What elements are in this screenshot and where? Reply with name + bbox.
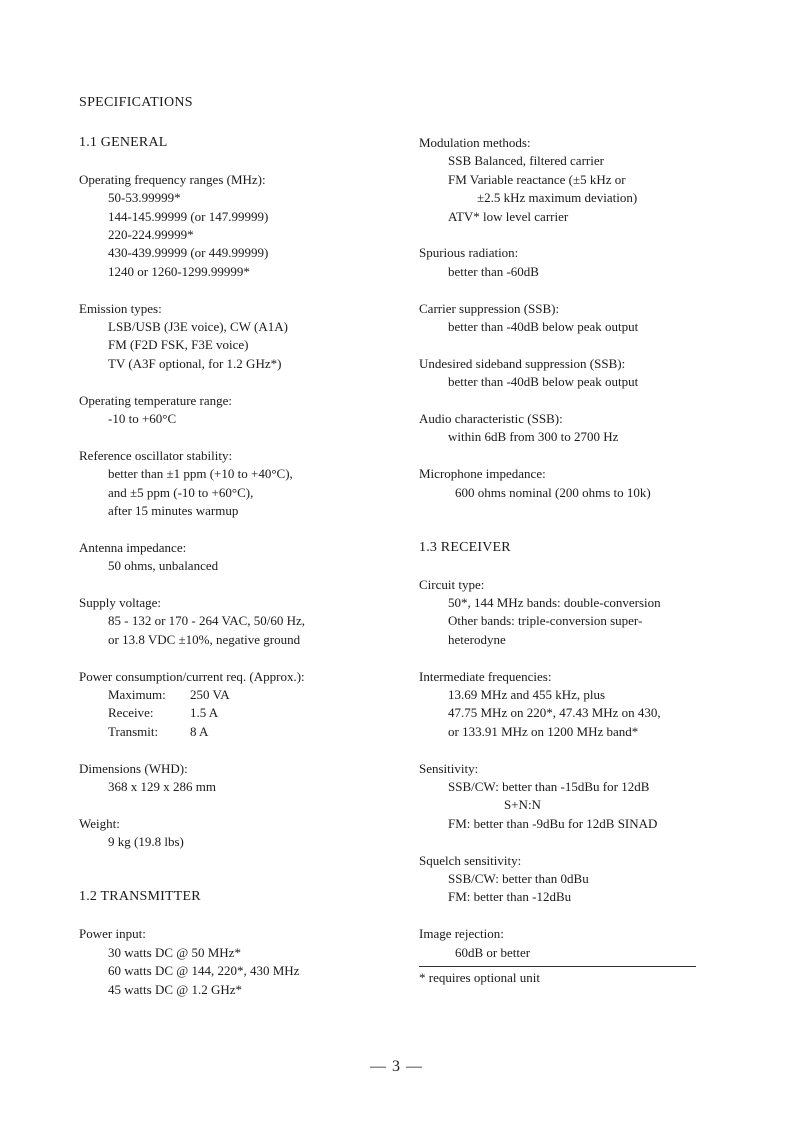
osc-value: better than ±1 ppm (+10 to +40°C), (108, 466, 293, 482)
squelch-value: SSB/CW: better than 0dBu (448, 871, 589, 887)
power-row-name: Transmit: (108, 723, 159, 739)
power-input-value: 45 watts DC @ 1.2 GHz* (108, 981, 243, 997)
circuit-value: 50*, 144 MHz bands: double-conversion (448, 595, 661, 611)
section-heading-general: 1.1 GENERAL (79, 135, 168, 150)
emission-value: TV (A3F optional, for 1.2 GHz*) (108, 355, 282, 371)
mic-label: Microphone impedance: (419, 466, 546, 482)
power-row-value: 250 VA (190, 687, 230, 703)
freq-label: Operating frequency ranges (MHz): (79, 171, 266, 187)
modulation-value: ATV* low level carrier (448, 208, 569, 224)
image-rejection-value: 60dB or better (455, 944, 531, 960)
power-row (79, 704, 399, 722)
dims-value: 368 x 129 x 286 mm (108, 779, 216, 795)
emission-label: Emission types: (79, 300, 162, 316)
freq-value: 50-53.99999* (108, 190, 181, 206)
if-value: 13.69 MHz and 455 kHz, plus (448, 687, 606, 703)
sideband-value: better than -40dB below peak output (448, 374, 639, 390)
carrier-value: better than -40dB below peak output (448, 319, 639, 335)
power-input-value: 30 watts DC @ 50 MHz* (108, 944, 241, 960)
sensitivity-value: SSB/CW: better than -15dBu for 12dB (448, 779, 650, 795)
if-value: 47.75 MHz on 220*, 47.43 MHz on 430, (448, 705, 661, 721)
supply-label: Supply voltage: (79, 595, 161, 611)
if-value: or 133.91 MHz on 1200 MHz band* (448, 723, 639, 739)
power-row-name: Receive: (108, 705, 154, 721)
page-number: — 3 — (370, 1058, 423, 1075)
power-row-value: 1.5 A (190, 705, 219, 721)
antenna-value: 50 ohms, unbalanced (108, 558, 219, 574)
image-rejection-label: Image rejection: (419, 926, 504, 942)
audio-value: within 6dB from 300 to 2700 Hz (448, 429, 619, 445)
if-label: Intermediate frequencies: (419, 668, 552, 684)
freq-value: 1240 or 1260-1299.99999* (108, 263, 250, 279)
freq-value: 430-439.99999 (or 449.99999) (108, 245, 269, 261)
mic-value: 600 ohms nominal (200 ohms to 10k) (455, 484, 651, 500)
sensitivity-value: S+N:N (504, 797, 541, 813)
circuit-value: Other bands: triple-conversion super- (448, 613, 643, 629)
footnote: * requires optional unit (419, 970, 540, 986)
modulation-value: ±2.5 kHz maximum deviation) (477, 190, 638, 206)
audio-label: Audio characteristic (SSB): (419, 411, 563, 427)
page-title: SPECIFICATIONS (79, 95, 193, 110)
modulation-value: FM Variable reactance (±5 kHz or (448, 171, 626, 187)
temp-label: Operating temperature range: (79, 392, 233, 408)
weight-value: 9 kg (19.8 lbs) (108, 834, 184, 850)
carrier-label: Carrier suppression (SSB): (419, 300, 560, 316)
modulation-label: Modulation methods: (419, 135, 531, 150)
osc-label: Reference oscillator stability: (79, 447, 233, 463)
antenna-label: Antenna impedance: (79, 539, 187, 555)
modulation-value: SSB Balanced, filtered carrier (448, 153, 604, 169)
sensitivity-value: FM: better than -9dBu for 12dB SINAD (448, 815, 658, 831)
freq-value: 144-145.99999 (or 147.99999) (108, 208, 269, 224)
emission-value: FM (F2D FSK, F3E voice) (108, 337, 249, 353)
footnote-divider (419, 966, 696, 967)
weight-label: Weight: (79, 815, 120, 831)
section-heading-receiver: 1.3 RECEIVER (419, 539, 511, 555)
power-row (79, 723, 399, 741)
power-row-name: Maximum: (108, 687, 166, 703)
freq-value: 220-224.99999* (108, 227, 194, 243)
power-consumption-label: Power consumption/current req. (Approx.): (79, 668, 305, 684)
temp-value: -10 to +60°C (108, 411, 177, 427)
power-input-value: 60 watts DC @ 144, 220*, 430 MHz (108, 963, 300, 979)
power-row-value: 8 A (190, 723, 209, 739)
sideband-label: Undesired sideband suppression (SSB): (419, 355, 626, 371)
power-row (79, 686, 399, 704)
osc-value: and ±5 ppm (-10 to +60°C), (108, 484, 254, 500)
dims-label: Dimensions (WHD): (79, 760, 188, 776)
right-column (419, 134, 739, 988)
power-input-label: Power input: (79, 926, 146, 942)
spurious-value: better than -60dB (448, 263, 539, 279)
supply-value: 85 - 132 or 170 - 264 VAC, 50/60 Hz, (108, 613, 306, 629)
emission-value: LSB/USB (J3E voice), CW (A1A) (108, 319, 288, 335)
squelch-label: Squelch sensitivity: (419, 852, 522, 868)
circuit-value: heterodyne (448, 631, 506, 647)
spurious-label: Spurious radiation: (419, 245, 519, 261)
sensitivity-label: Sensitivity: (419, 760, 479, 776)
supply-value: or 13.8 VDC ±10%, negative ground (108, 631, 301, 647)
section-heading-transmitter: 1.2 TRANSMITTER (79, 889, 201, 905)
osc-value: after 15 minutes warmup (108, 503, 239, 519)
squelch-value: FM: better than -12dBu (448, 889, 572, 905)
circuit-label: Circuit type: (419, 576, 485, 592)
left-column (79, 134, 399, 999)
